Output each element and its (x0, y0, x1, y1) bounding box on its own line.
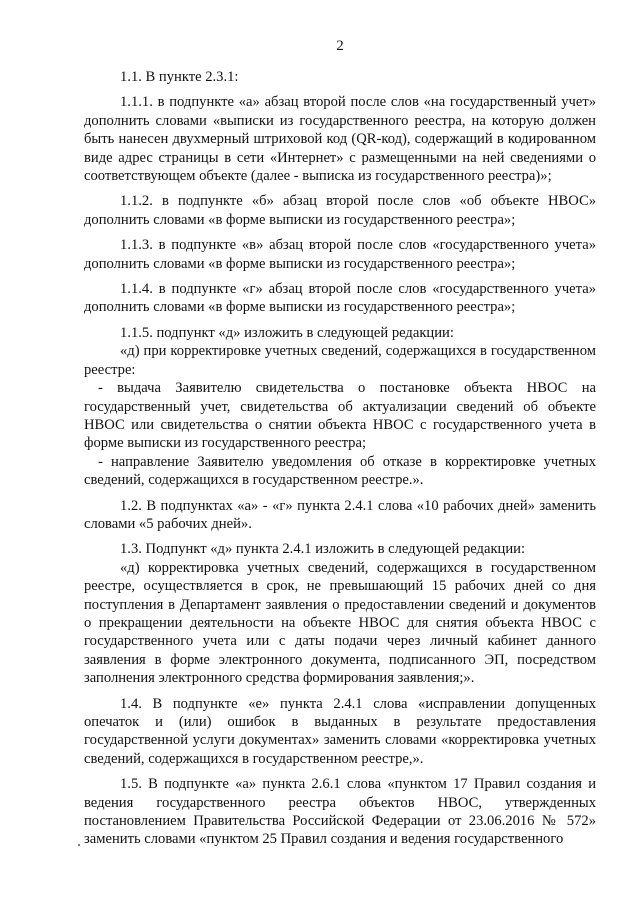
paragraph-1-1-4: 1.1.4. в подпункте «г» абзац второй после слов «государственного учета» дополнить словами «в форме выписки из государственного реестра»; (84, 281, 596, 316)
page-number: 2 (336, 38, 344, 54)
paragraph-1-2: 1.2. В подпунктах «а» - «г» пункта 2.4.1 слова «10 рабочих дней» заменить словами «5 рабочих дней». (84, 497, 596, 532)
paragraph-1-3-text: «д) корректировка учетных сведений, содержащихся в государственном реестре, осуществляется в срок, не превышающий 15 рабочих дней со дня поступления в Департамент заявления о предоставлении сведений и документов о прекращении деятельности на объекте НВОС для снятия объекта НВОС с государственного учета или с даты подачи через личный кабинет данного заявления в форме электронного документа, подписанного ЭП, посредством заполнения электронного средства формирования заявления;». (84, 559, 596, 687)
paragraph-1-1-1: 1.1.1. в подпункте «а» абзац второй после слов «на государственный учет» дополнить словами «выписки из государственного реестра, на которую должен быть нанесен двухмерный штриховой код (QR-код), содержащий в кодированном виде адрес страницы в сети «Интернет» с размещенными на ней сведениями о соответствующем объекте (далее - выписка из государственного реестра)»; (84, 94, 596, 185)
paragraph-1-1: 1.1. В пункте 2.3.1: (120, 69, 239, 85)
paragraph-1-1-2: 1.1.2. в подпункте «б» абзац второй после слов «об объекте НВОС» дополнить словами «в форме выписки из государственного реестра»; (84, 193, 596, 228)
paragraph-1-1-5: 1.1.5. подпункт «д» изложить в следующей редакции: (120, 324, 454, 341)
paragraph-subitem-d: «д) при корректировке учетных сведений, содержащихся в государственном реестре: (84, 343, 596, 378)
paragraph-1-5: 1.5. В подпункте «а» пункта 2.6.1 слова «пунктом 17 Правил создания и ведения государственного реестра объектов НВОС, утвержденных постановлением Правительства Российской Федерации от 23.06.2016 № 572» заменить словами «пунктом 25 Правил создания и ведения государственного (84, 776, 596, 848)
paragraph-bullet-notice: - направление Заявителю уведомления об отказе в корректировке учетных сведений, содержащихся в государственном реестре.». (84, 453, 596, 489)
document-body (84, 68, 596, 856)
paragraph-1-3: 1.3. Подпункт «д» пункта 2.4.1 изложить в следующей редакции: (120, 541, 526, 558)
scan-dot-mark (78, 844, 80, 846)
paragraph-bullet-issue: - выдача Заявителю свидетельства о постановке объекта НВОС на государственный учет, свидетельства об актуализации сведений об объекте НВОС или свидетельства о снятии объекта НВОС с государственного учета в форме выписки из государственного реестра; (84, 380, 596, 452)
paragraph-1-4: 1.4. В подпункте «е» пункта 2.4.1 слова «исправлении допущенных опечаток и (или) ошибок в выданных в результате предоставления государственной услуги документах» заменить словами «корректировка учетных сведений, содержащихся в государственном реестре,». (84, 695, 596, 767)
paragraph-1-1-3: 1.1.3. в подпункте «в» абзац второй после слов «государственного учета» дополнить словами «в форме выписки из государственного реестра»; (84, 237, 596, 272)
